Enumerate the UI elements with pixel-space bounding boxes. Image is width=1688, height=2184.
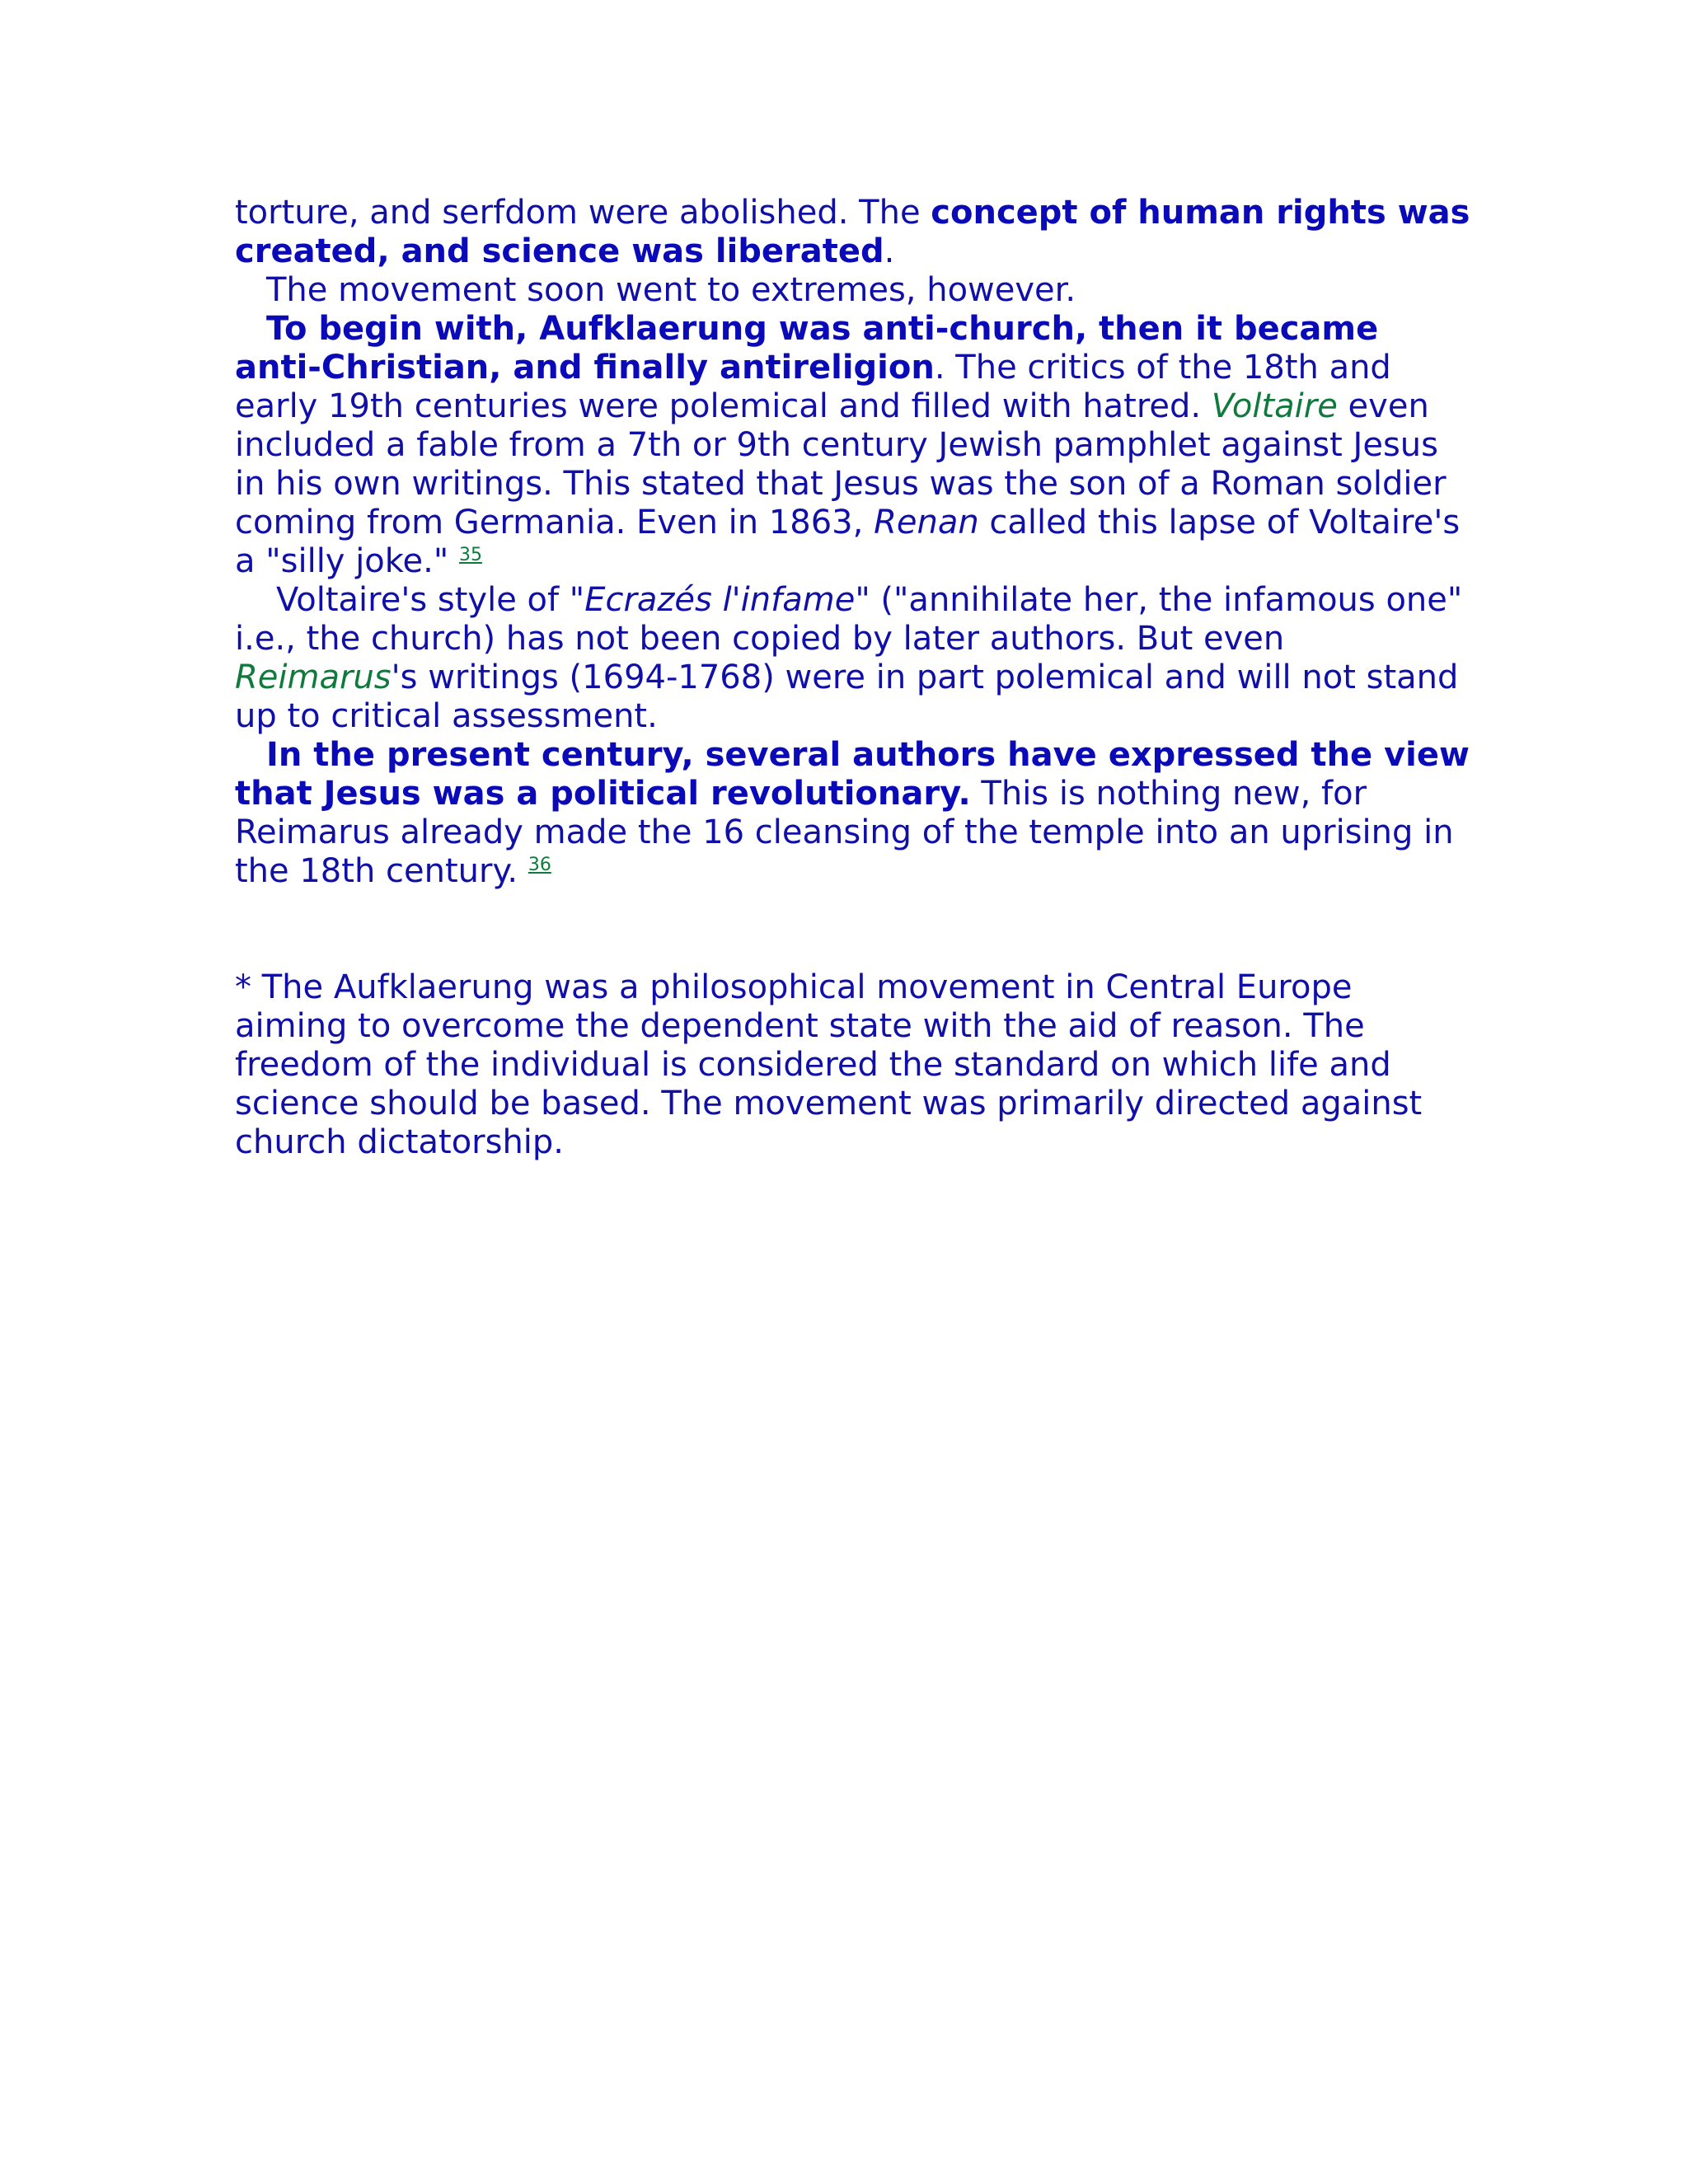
paragraph-text: . [884,232,895,270]
paragraph-human-rights [235,194,1471,271]
paragraph-text: This is nothing new, for Reimarus already made the 16 cleansing of the temple into an uprising in the 18th century. [235,775,1454,890]
footnote-text: * The Aufklaerung was a philosophical movement in Central Europe aiming to overcome the dependent state with the aid of reason. The freedom of the individual is considered the standard on which life and science should be based. The movement was primarily directed against church dictatorship. [235,968,1423,1161]
paragraph-text: called this lapse of Voltaire's a "silly joke." [235,504,1461,580]
footnote-link-36[interactable]: 36 [528,855,551,875]
paragraph-text: even included a fable from a 7th or 9th century Jewish pamphlet against Jesus in his own writings. This stated that Jesus was the son of a Roman soldier coming from Germania. Even in 1863, [235,387,1447,541]
bold-text: In the present century, several authors have expressed the view that Jesus was a political revolutionary. [235,736,1470,813]
paragraph-political-revolutionary [235,736,1471,891]
quote-ecrazes: Ecrazés l'infame [584,581,856,619]
paragraph-text: Voltaire's style of " [276,581,585,619]
document-body [235,194,1471,1162]
footnote-link-35[interactable]: 35 [458,545,482,565]
name-renan: Renan [874,504,979,541]
paragraph-anti-church [235,310,1471,581]
bold-text: To begin with, Aufklaerung was anti-church, then it became anti-Christian, and finally antireligion [235,310,1379,387]
paragraph-extremes [235,271,1471,310]
footnote-aufklaerung [235,968,1471,1162]
paragraph-text: torture, and serfdom were abolished. The [235,194,931,232]
paragraph-text: " ("annihilate her, the infamous one" i.e., the church) has not been copied by later authors. But even [235,581,1463,658]
paragraph-text: 's writings (1694-1768) were in part polemical and will not stand up to critical assessment. [235,658,1459,735]
bold-text: concept of human rights was created, and science was liberated [235,194,1470,270]
section-gap [235,891,1471,968]
paragraph-text: . The critics of the 18th and early 19th centuries were polemical and filled with hatred. [235,349,1391,425]
paragraph-voltaire-style [235,581,1471,736]
paragraph-text: The movement soon went to extremes, however. [266,271,1076,309]
name-voltaire: Voltaire [1211,387,1338,425]
name-reimarus: Reimarus [235,658,392,696]
